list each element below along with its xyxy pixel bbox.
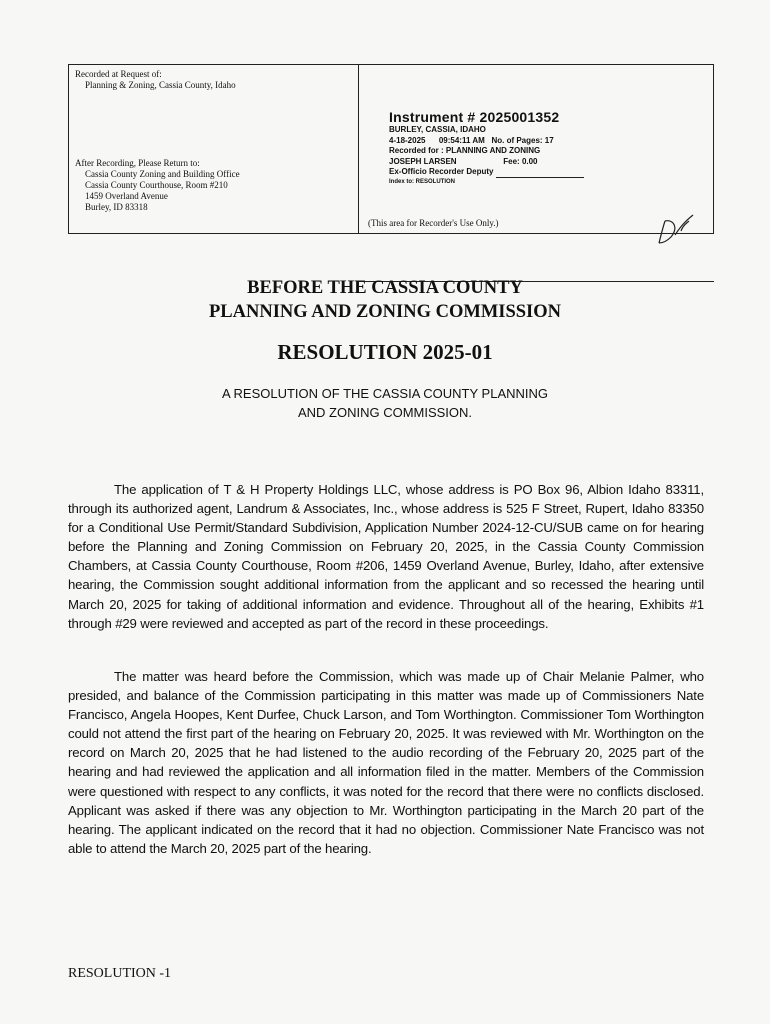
resolution-subtitle — [0, 384, 770, 422]
body-paragraph-1: The application of T & H Property Holdings LLC, whose address is PO Box 96, Albion Idaho 83311, through its authorized agent, Landrum & Associates, Inc., whose address is 525 F Street, Rupert, Idaho 83350 for a Conditional Use Permit/Standard Subdivision, Application Number 2024-12-CU/SUB came on for hearing before the Planning and Zoning Commission on February 20, 2025, in the Cassia County Commission Chambers, at Cassia County Courthouse, Room #206, 1459 Overland Avenue, Burley, Idaho, after extensive hearing, the Commission sought additional information from the applicant and so recessed the hearing until March 20, 2025 for taking of additional information and evidence. Throughout all of the hearing, Exhibits #1 through #29 were reviewed and accepted as part of the record in these proceedings. — [68, 482, 704, 631]
recording-box — [68, 64, 714, 234]
stamp-time: 09:54:11 AM — [438, 135, 485, 145]
stamp-recorder-title-row — [389, 167, 689, 178]
recorded-request-by: Planning & Zoning, Cassia County, Idaho — [85, 80, 236, 90]
stamp-pages: No. of Pages: 17 — [491, 135, 554, 145]
recorder-stamp — [389, 109, 689, 186]
return-address-line: Cassia County Zoning and Building Office — [85, 169, 240, 179]
instrument-number: Instrument # 2025001352 — [389, 109, 560, 125]
stamp-recorder-title: Ex-Officio Recorder Deputy — [389, 167, 494, 176]
subtitle-line-2: AND ZONING COMMISSION. — [297, 405, 473, 420]
recorder-use-note: (This area for Recorder's Use Only.) — [368, 218, 499, 228]
stamp-location: BURLEY, CASSIA, IDAHO — [389, 125, 486, 134]
return-address-line: 1459 Overland Avenue — [85, 191, 168, 201]
page-footer: RESOLUTION -1 — [68, 966, 172, 981]
deputy-signature-line — [496, 177, 584, 178]
stamp-date: 4-18-2025 — [389, 135, 426, 145]
stamp-datetime-row — [389, 136, 689, 147]
return-label: After Recording, Please Return to: — [75, 158, 200, 168]
recorded-request-label: Recorded at Request of: — [75, 69, 162, 79]
stamp-recorded-for: Recorded for : PLANNING AND ZONING — [389, 146, 541, 155]
stamp-index: Index to: RESOLUTION — [389, 178, 455, 185]
recording-request-panel — [69, 65, 359, 233]
return-address-line: Cassia County Courthouse, Room #210 — [85, 180, 228, 190]
stamp-recorder-name: JOSEPH LARSEN — [389, 156, 457, 166]
subtitle-line-1: A RESOLUTION OF THE CASSIA COUNTY PLANNING — [221, 386, 549, 401]
document-heading — [0, 276, 770, 324]
resolution-title: RESOLUTION 2025-01 — [277, 340, 493, 364]
return-address-line: Burley, ID 83318 — [85, 202, 148, 212]
deputy-initials-signature — [653, 213, 697, 253]
body-paragraph-2: The matter was heard before the Commission, which was made up of Chair Melanie Palmer, who presided, and balance of the Commission participating in this matter was made up of Commissioners Nate Francisco, Angela Hoopes, Kent Durfee, Chuck Larson, and Tom Worthington. Commissioner Tom Worthington could not attend the first part of the hearing on February 20, 2025. It was reviewed with Mr. Worthington on the record on March 20, 2025 that he had listened to the audio recording of the February 20, 2025 part of the hearing and had reviewed the application and all information filed in the matter. Members of the Commission were questioned with respect to any conflicts, it was noted for the record that there were no conflicts disclosed. Applicant was asked if there was any objection to Mr. Worthington participating in the March 20 part of the hearing. The applicant indicated on the record that it had no objection. Commissioner Nate Francisco was not able to attend the March 20, 2025 part of the hearing. — [68, 669, 704, 856]
stamp-recorder-row — [389, 157, 689, 168]
stamp-fee: Fee: 0.00 — [503, 156, 538, 166]
heading-line-2: PLANNING AND ZONING COMMISSION — [208, 302, 562, 322]
return-address-block — [75, 158, 240, 213]
heading-line-1: BEFORE THE CASSIA COUNTY — [247, 278, 523, 298]
